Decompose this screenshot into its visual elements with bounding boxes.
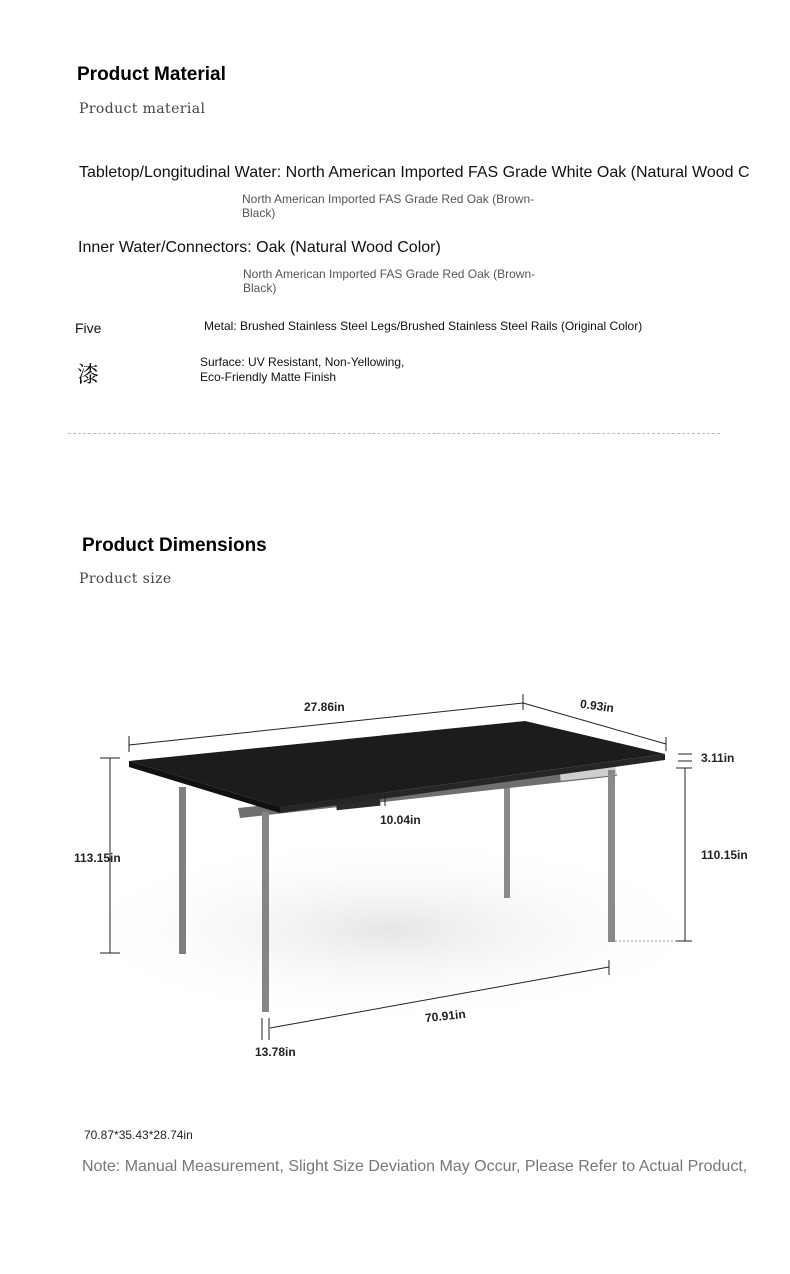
leg-front-left [179, 787, 186, 954]
material-title: Product Material [77, 64, 226, 85]
material-five-label: Five [75, 320, 102, 336]
dim-leg-offset: 13.78in [255, 1045, 296, 1059]
dimensions-subtitle: Product size [79, 571, 172, 587]
floor-shadow [60, 835, 720, 1025]
leg-side-right [608, 770, 615, 942]
dim-top-length: 27.86in [304, 700, 345, 714]
measurement-note: Note: Manual Measurement, Slight Size Deviation May Occur, Please Refer to Actual Product, [82, 1158, 748, 1175]
material-metal-text: Metal: Brushed Stainless Steel Legs/Brushed Stainless Steel Rails (Original Color) [204, 319, 643, 333]
material-paint-label: 漆 [77, 363, 100, 388]
dim-top-thickness: 3.11in [701, 751, 735, 765]
dim-top-depth: 0.93in [579, 696, 615, 716]
overall-size: 70.87*35.43*28.74in [84, 1128, 193, 1142]
material-row-tabletop: Tabletop/Longitudinal Water: North American Imported FAS Grade White Oak (Natural Wood C [79, 164, 750, 181]
dim-rail: 10.04in [380, 813, 421, 827]
dim-right-height: 110.15in [701, 848, 748, 862]
material-paint-line1: Surface: UV Resistant, Non-Yellowing, [200, 355, 405, 369]
material-row-tabletop-sub: North American Imported FAS Grade Red Oak (Brown-Black) [242, 192, 535, 220]
material-row-inner: Inner Water/Connectors: Oak (Natural Wood Color) [78, 239, 441, 256]
dim-bottom-length: 70.91in [424, 1006, 467, 1026]
material-paint-line2: Eco-Friendly Matte Finish [200, 370, 337, 384]
leg-front-right [262, 812, 269, 1012]
leg-back-right [504, 785, 510, 898]
dimensions-title: Product Dimensions [82, 535, 267, 556]
dim-left-height: 113.15in [74, 851, 121, 865]
material-subtitle: Product material [79, 101, 206, 117]
material-row-inner-sub: North American Imported FAS Grade Red Oak (Brown-Black) [243, 267, 536, 295]
